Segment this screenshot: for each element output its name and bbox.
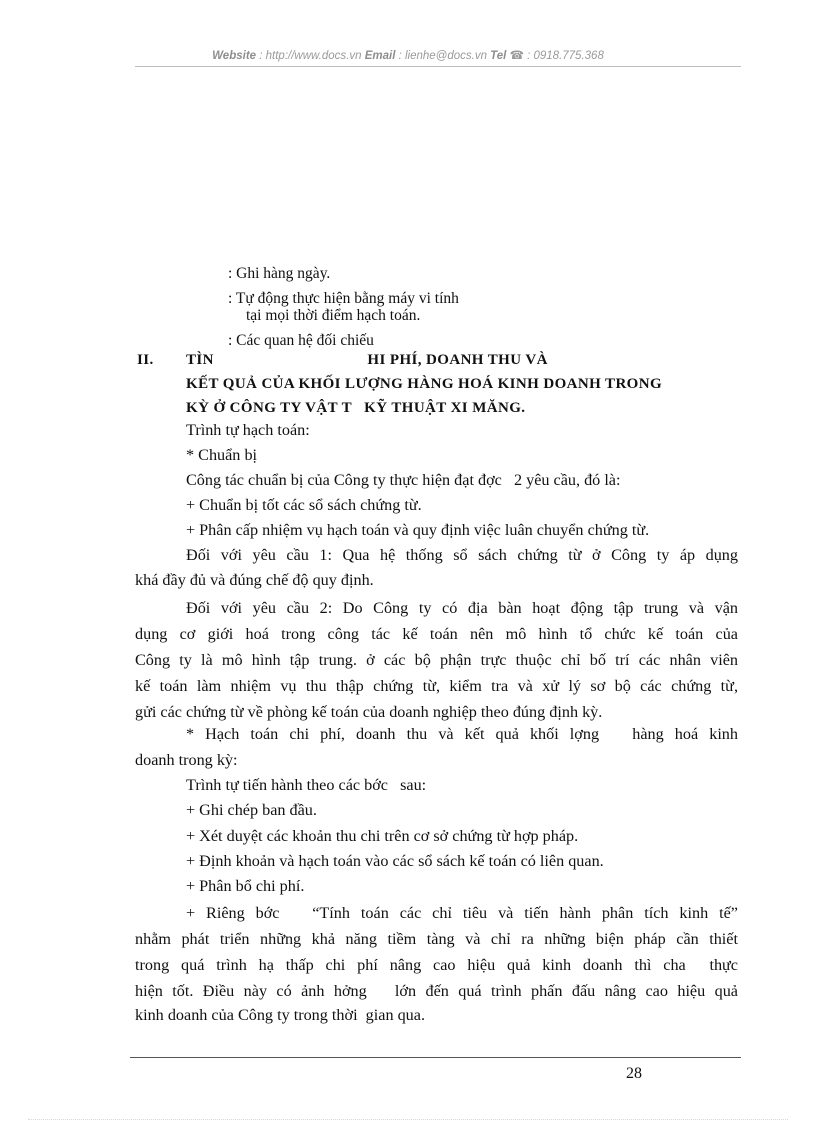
section-title-line-2: KẾT QUẢ CỦA KHỐI LƯỢNG HÀNG HOÁ KINH DOANH TRONG	[186, 376, 663, 392]
tel-value: : 0918.775.368	[523, 50, 604, 62]
phone-icon: ☎	[509, 50, 524, 62]
legend-crosscheck: : Các quan hệ đối chiếu	[228, 332, 374, 349]
body-line: + Phân cấp nhiệm vụ hạch toán và quy định việc luân chuyển chứng từ.	[186, 521, 650, 539]
body-line: * Chuẩn bị	[186, 446, 258, 464]
legend-auto-cont: tại mọi thời điểm hạch toán.	[246, 307, 421, 324]
body-line: + Chuẩn bị tốt các sổ sách chứng từ.	[186, 496, 422, 514]
page-number: 28	[626, 1065, 642, 1082]
footer-rule	[130, 1057, 741, 1058]
body-line: doanh trong kỳ:	[135, 751, 238, 769]
body-line: + Xét duyệt các khoản thu chi trên cơ sở chứng từ hợp pháp.	[186, 827, 579, 845]
body-line: Trình tự hạch toán:	[186, 421, 310, 439]
page-header	[0, 48, 816, 62]
body-line: + Ghi chép ban đầu.	[186, 801, 317, 819]
website-value: : http://www.docs.vn	[256, 50, 365, 62]
body-line: + Riêng bớc “Tính toán các chỉ tiêu và tiến hành phân tích kinh tế”	[186, 904, 738, 922]
website-label: Website	[212, 50, 257, 62]
body-line: trong quá trình hạ thấp chi phí nâng cao hiệu quả kinh doanh thì cha thực	[135, 956, 738, 974]
body-line: Trình tự tiến hành theo các bớc sau:	[186, 776, 427, 794]
email-value: : lienhe@docs.vn	[395, 50, 491, 62]
section-number: II.	[137, 352, 154, 368]
tel-label: Tel	[490, 50, 507, 62]
body-line: * Hạch toán chi phí, doanh thu và kết quả khối lợng hàng hoá kinh	[186, 725, 738, 743]
section-title-line-1: TÌN HI PHÍ, DOANH THU VÀ	[186, 352, 548, 368]
body-line: dụng cơ giới hoá trong công tác kế toán nên mô hình tổ chức kế toán của	[135, 625, 738, 643]
body-line: Đối với yêu cầu 2: Do Công ty có địa bàn hoạt động tập trung và vận	[186, 599, 738, 617]
body-line: Công ty là mô hình tập trung. ở các bộ phận trực thuộc chỉ bố trí các nhân viên	[135, 651, 738, 669]
legend-daily: : Ghi hàng ngày.	[228, 265, 331, 282]
body-line: Đối với yêu cầu 1: Qua hệ thống sổ sách chứng từ ở Công ty áp dụng	[186, 546, 738, 564]
body-line: kinh doanh của Công ty trong thời gian qua.	[135, 1006, 425, 1024]
header-rule	[135, 66, 741, 67]
email-label: Email	[364, 50, 396, 62]
body-line: hiện tốt. Điều này có ảnh hởng lớn đến quá trình phấn đấu nâng cao hiệu quả	[135, 982, 738, 1000]
body-line: + Phân bổ chi phí.	[186, 877, 305, 895]
section-title-line-3: KỲ Ở CÔNG TY VẬT T KỸ THUẬT XI MĂNG.	[186, 400, 526, 416]
body-line: + Định khoản và hạch toán vào các sổ sách kế toán có liên quan.	[186, 852, 604, 870]
body-line: gửi các chứng từ về phòng kế toán của doanh nghiệp theo đúng định kỳ.	[135, 703, 603, 721]
body-line: nhằm phát triển những khả năng tiềm tàng và chỉ ra những biện pháp cần thiết	[135, 930, 738, 948]
legend-auto: : Tự động thực hiện bằng máy vi tính	[228, 290, 459, 307]
body-line: Công tác chuẩn bị của Công ty thực hiện đạt đợc 2 yêu cầu, đó là:	[186, 471, 621, 489]
body-line: khá đầy đủ và đúng chế độ quy định.	[135, 571, 374, 589]
body-line: kế toán làm nhiệm vụ thu thập chứng từ, kiểm tra và xử lý sơ bộ các chứng từ,	[135, 677, 738, 695]
page-edge-dots	[28, 1119, 788, 1120]
